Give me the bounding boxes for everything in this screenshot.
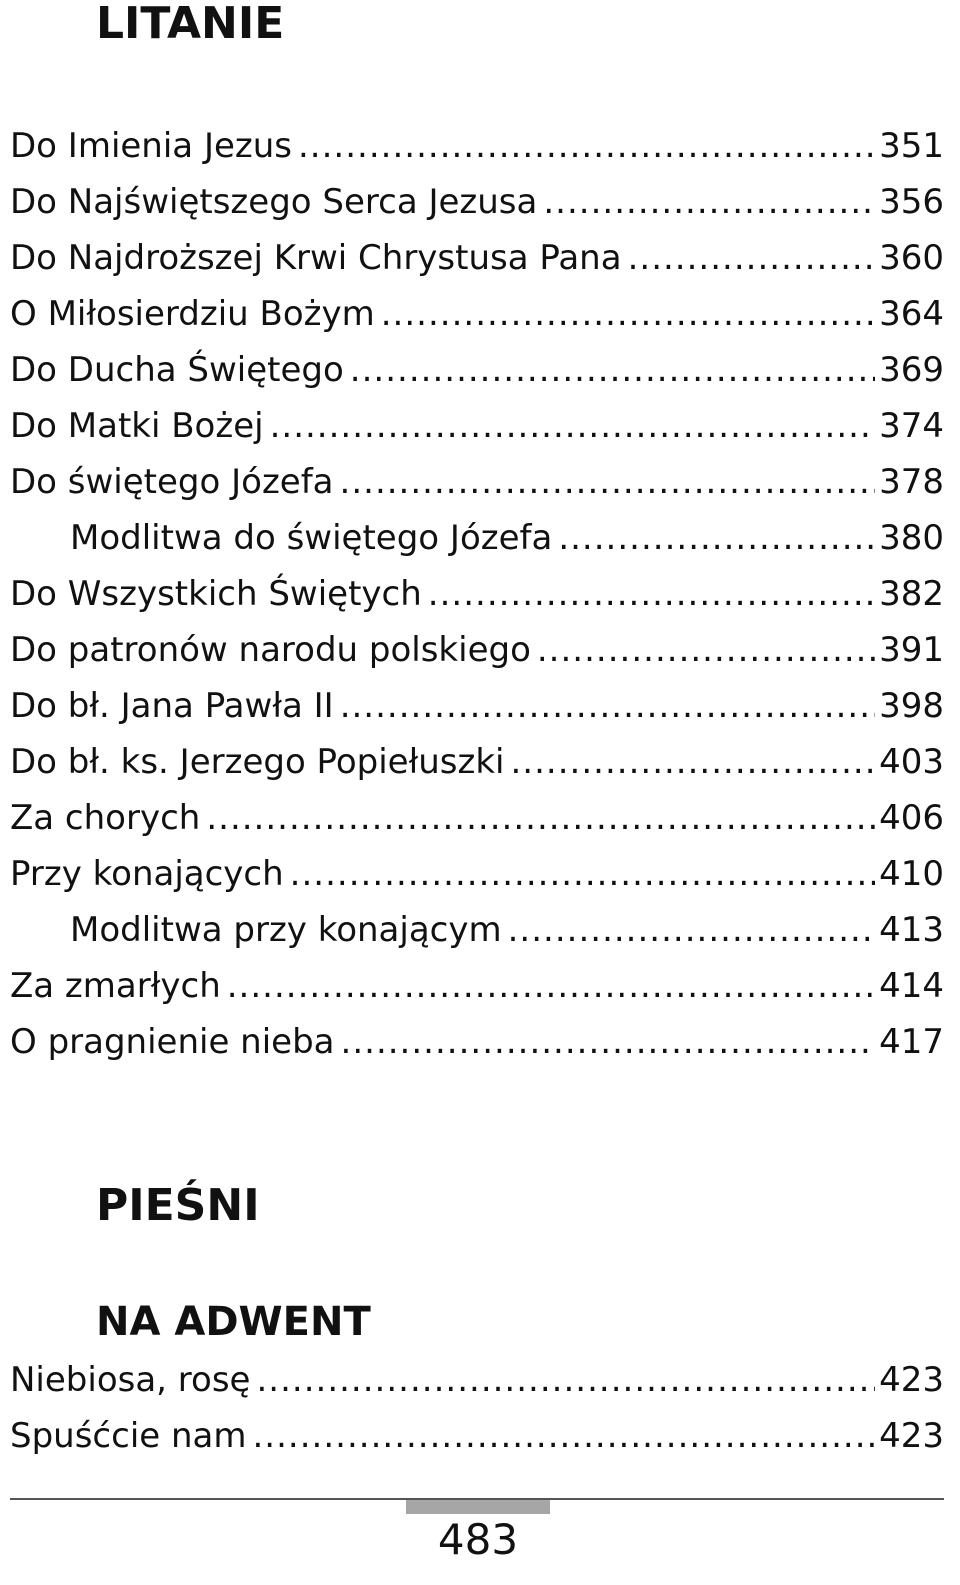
subsection-heading-na-adwent: NA ADWENT bbox=[96, 1299, 371, 1345]
dot-leader bbox=[511, 734, 876, 790]
toc-entry-page: 398 bbox=[879, 686, 944, 726]
toc-entry-page: 406 bbox=[879, 798, 944, 838]
toc-entry-title: Do bł. Jana Pawła II bbox=[10, 686, 334, 726]
toc-entry-page: 378 bbox=[879, 462, 944, 502]
toc-entry-title: Do patronów narodu polskiego bbox=[10, 630, 531, 670]
toc-entry-title: Za zmarłych bbox=[10, 966, 221, 1006]
toc-entry bbox=[10, 1352, 944, 1408]
dot-leader bbox=[206, 790, 875, 846]
toc-entry-title: Spuśćcie nam bbox=[10, 1416, 247, 1456]
dot-leader bbox=[381, 286, 875, 342]
toc-entry-page: 423 bbox=[879, 1416, 944, 1456]
toc-entry bbox=[10, 398, 944, 454]
toc-entry-title: Niebiosa, rosę bbox=[10, 1360, 251, 1400]
toc-entry-title: Modlitwa przy konającym bbox=[70, 910, 502, 950]
toc-entry bbox=[10, 1014, 944, 1070]
footer-bar bbox=[406, 1500, 550, 1514]
toc-entry-title: Do Najdroższej Krwi Chrystusa Pana bbox=[10, 238, 622, 278]
toc-entry-page: 369 bbox=[879, 350, 944, 390]
toc-entry-title: Do świętego Józefa bbox=[10, 462, 334, 502]
toc-entry-page: 374 bbox=[879, 406, 944, 446]
dot-leader bbox=[628, 230, 876, 286]
dot-leader bbox=[340, 454, 876, 510]
toc-entry bbox=[10, 174, 944, 230]
toc-entry-title: O Miłosierdziu Bożym bbox=[10, 294, 375, 334]
toc-entry-page: 391 bbox=[879, 630, 944, 670]
toc-entry bbox=[10, 286, 944, 342]
toc-entry-page: 410 bbox=[879, 854, 944, 894]
toc-entry-title: Do Matki Bożej bbox=[10, 406, 264, 446]
toc-list-na-adwent bbox=[10, 1352, 944, 1464]
dot-leader bbox=[298, 118, 875, 174]
section-heading-litanie: LITANIE bbox=[96, 0, 285, 49]
toc-entry-title: Przy konających bbox=[10, 854, 284, 894]
dot-leader bbox=[227, 958, 875, 1014]
toc-entry bbox=[10, 958, 944, 1014]
dot-leader bbox=[428, 566, 875, 622]
toc-entry-title: Do bł. ks. Jerzego Popiełuszki bbox=[10, 742, 505, 782]
toc-entry-title: Do Imienia Jezus bbox=[10, 126, 292, 166]
toc-entry-page: 413 bbox=[879, 910, 944, 950]
toc-entry bbox=[10, 622, 944, 678]
toc-entry bbox=[10, 342, 944, 398]
toc-entry-page: 351 bbox=[879, 126, 944, 166]
dot-leader bbox=[537, 622, 875, 678]
toc-list-litanie bbox=[10, 118, 944, 1070]
toc-entry-title: Do Wszystkich Świętych bbox=[10, 574, 422, 614]
dot-leader bbox=[270, 398, 876, 454]
toc-entry-page: 423 bbox=[879, 1360, 944, 1400]
toc-entry-page: 382 bbox=[879, 574, 944, 614]
dot-leader bbox=[558, 510, 875, 566]
toc-entry bbox=[10, 510, 944, 566]
toc-entry-page: 360 bbox=[879, 238, 944, 278]
dot-leader bbox=[350, 342, 875, 398]
dot-leader bbox=[508, 902, 875, 958]
dot-leader bbox=[290, 846, 875, 902]
dot-leader bbox=[256, 1352, 875, 1408]
toc-entry-page: 417 bbox=[879, 1022, 944, 1062]
dot-leader bbox=[253, 1408, 876, 1464]
toc-entry bbox=[10, 230, 944, 286]
toc-entry-page: 403 bbox=[879, 742, 944, 782]
toc-entry bbox=[10, 734, 944, 790]
dot-leader bbox=[543, 174, 875, 230]
toc-entry-title: Za chorych bbox=[10, 798, 201, 838]
toc-entry-title: Do Ducha Świętego bbox=[10, 350, 344, 390]
toc-entry-title: O pragnienie nieba bbox=[10, 1022, 335, 1062]
toc-entry bbox=[10, 454, 944, 510]
toc-entry-page: 364 bbox=[879, 294, 944, 334]
toc-entry bbox=[10, 118, 944, 174]
dot-leader bbox=[341, 1014, 876, 1070]
toc-entry bbox=[10, 1408, 944, 1464]
toc-entry-title: Modlitwa do świętego Józefa bbox=[70, 518, 553, 558]
toc-entry bbox=[10, 678, 944, 734]
toc-entry-title: Do Najświętszego Serca Jezusa bbox=[10, 182, 538, 222]
toc-entry-page: 356 bbox=[879, 182, 944, 222]
toc-entry-page: 380 bbox=[879, 518, 944, 558]
toc-entry bbox=[10, 902, 944, 958]
toc-entry bbox=[10, 566, 944, 622]
toc-entry bbox=[10, 846, 944, 902]
toc-entry bbox=[10, 790, 944, 846]
page-number: 483 bbox=[437, 1515, 519, 1564]
dot-leader bbox=[340, 678, 875, 734]
section-heading-piesni: PIEŚNI bbox=[96, 1180, 260, 1231]
toc-entry-page: 414 bbox=[879, 966, 944, 1006]
